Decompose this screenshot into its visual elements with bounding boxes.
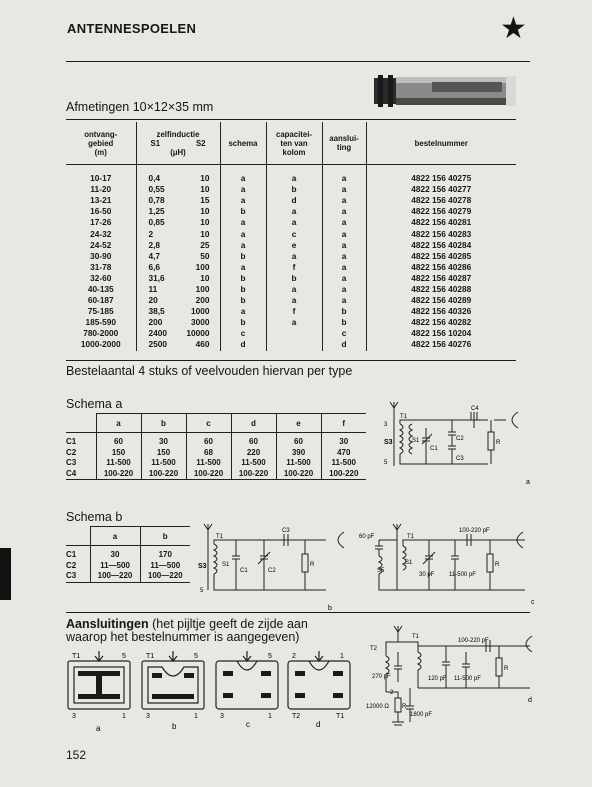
order-note: Bestelaantal 4 stuks of veelvouden hiervan per type xyxy=(66,364,353,378)
svg-text:c: c xyxy=(531,599,535,606)
table-cell: 10-17 xyxy=(90,173,112,184)
header-range: ontvang- gebied (m) xyxy=(84,129,118,157)
table-cell: 780-2000 xyxy=(83,328,119,339)
table-cell: a xyxy=(220,217,266,228)
table-cell: 170 xyxy=(140,546,190,561)
table-row xyxy=(66,306,516,317)
svg-text:1: 1 xyxy=(340,653,344,660)
divider xyxy=(66,61,530,62)
divider xyxy=(66,360,516,361)
table-cell: b xyxy=(220,295,266,306)
table-cell: 4822 156 10204 xyxy=(366,328,516,339)
table-row xyxy=(66,546,190,561)
schema-a-table xyxy=(66,413,366,480)
table-cell: 10 xyxy=(200,228,210,239)
edge-tab xyxy=(0,548,11,600)
svg-text:S3: S3 xyxy=(384,439,393,446)
svg-text:S1: S1 xyxy=(412,438,420,444)
table-cell: a xyxy=(322,240,366,251)
table-cell: 50 xyxy=(200,250,210,261)
table-cell: 11-500 xyxy=(276,458,321,469)
svg-text:T1: T1 xyxy=(400,414,408,420)
table-cell: b xyxy=(322,306,366,317)
svg-text:R: R xyxy=(496,440,501,446)
table-cell: C1 xyxy=(66,437,77,447)
svg-text:5: 5 xyxy=(268,653,272,660)
table-cell: 4822 156 40283 xyxy=(366,228,516,239)
table-cell: a xyxy=(322,284,366,295)
table-cell: 60-187 xyxy=(87,295,114,306)
header-inductance: zelfinductie S1 S2 (μH) xyxy=(136,122,220,165)
table-cell: c xyxy=(266,228,322,239)
table-cell: 31-78 xyxy=(90,261,112,272)
table-cell: c xyxy=(322,328,366,339)
schema-col-header: b xyxy=(140,527,190,546)
table-cell: C2 xyxy=(66,447,77,457)
table-cell: 11-500 xyxy=(231,458,276,469)
svg-text:1: 1 xyxy=(122,713,126,720)
schema-b-table xyxy=(66,526,190,583)
table-cell: 11—500 xyxy=(90,561,140,572)
table-cell: 1,25 xyxy=(136,206,178,217)
svg-text:2: 2 xyxy=(390,690,394,696)
conn-label-c: c xyxy=(246,720,250,729)
conn-label-a: a xyxy=(96,724,101,733)
table-cell: 10 xyxy=(200,206,210,217)
table-cell: 11—500 xyxy=(140,561,190,572)
table-cell: 11 xyxy=(136,284,178,295)
table-cell: a xyxy=(322,217,366,228)
table-row xyxy=(66,228,516,239)
divider xyxy=(66,612,530,613)
schema-a-circuit xyxy=(378,398,533,488)
table-cell: 100 xyxy=(195,283,210,294)
table-cell: c xyxy=(220,328,266,339)
schema-col-header: d xyxy=(231,414,276,433)
table-cell: 31,6 xyxy=(136,273,178,284)
table-cell: C2 xyxy=(66,560,77,570)
table-row xyxy=(66,339,516,350)
table-cell: b xyxy=(220,284,266,295)
table-cell: a xyxy=(266,165,322,185)
svg-text:C1: C1 xyxy=(240,568,248,574)
table-cell: 100-220 xyxy=(141,469,186,480)
table-cell: 100-220 xyxy=(321,469,366,480)
table-cell: a xyxy=(266,251,322,262)
connection-diagrams xyxy=(66,649,356,734)
svg-text:T1: T1 xyxy=(407,534,415,540)
table-cell: C3 xyxy=(66,458,77,468)
table-cell: 10000 xyxy=(186,328,210,339)
svg-text:5: 5 xyxy=(200,588,204,594)
table-cell: 60 xyxy=(96,433,141,448)
conn-label-b: b xyxy=(172,722,177,731)
table-cell: 200 xyxy=(195,295,210,306)
schema-d-circuit xyxy=(362,622,537,737)
table-cell: 4822 156 40275 xyxy=(366,165,516,185)
table-cell: 4822 156 40278 xyxy=(366,195,516,206)
table-cell: 30-90 xyxy=(90,250,112,261)
svg-text:12000 Ω: 12000 Ω xyxy=(366,704,389,710)
table-cell: f xyxy=(266,262,322,273)
table-cell: d xyxy=(220,339,266,350)
page-title: ANTENNESPOELEN xyxy=(67,21,197,36)
table-cell: C3 xyxy=(66,571,77,581)
table-cell: 100—220 xyxy=(90,571,140,582)
table-cell: d xyxy=(266,195,322,206)
schema-col-header: b xyxy=(141,414,186,433)
table-cell: e xyxy=(266,240,322,251)
svg-text:C3: C3 xyxy=(282,528,290,534)
table-row xyxy=(66,458,366,469)
table-cell: 4822 156 40289 xyxy=(366,295,516,306)
table-cell: a xyxy=(220,262,266,273)
svg-text:R: R xyxy=(310,562,315,568)
conn-label-d: d xyxy=(316,720,321,729)
table-cell: 10 xyxy=(200,184,210,195)
schema-col-header: c xyxy=(186,414,231,433)
table-cell: 2 xyxy=(136,228,178,239)
table-cell: b xyxy=(266,184,322,195)
table-cell: 40-135 xyxy=(87,283,114,294)
table-cell: 68 xyxy=(186,448,231,459)
table-cell: a xyxy=(322,273,366,284)
svg-text:T1: T1 xyxy=(216,534,224,540)
svg-text:3: 3 xyxy=(220,713,224,720)
table-row xyxy=(66,328,516,339)
svg-text:R: R xyxy=(495,562,500,568)
svg-text:100-220 pF: 100-220 pF xyxy=(459,528,490,534)
svg-text:S1: S1 xyxy=(222,562,230,568)
svg-text:5: 5 xyxy=(384,460,388,466)
schema-col-header: a xyxy=(90,527,140,546)
table-row xyxy=(66,184,516,195)
svg-text:a: a xyxy=(526,479,530,486)
table-cell: 390 xyxy=(276,448,321,459)
table-row xyxy=(66,571,190,582)
table-cell: 0,78 xyxy=(136,195,178,206)
table-cell: 10 xyxy=(200,272,210,283)
table-cell: 32-60 xyxy=(90,272,112,283)
table-row xyxy=(66,195,516,206)
table-cell: C4 xyxy=(66,468,77,478)
table-cell: 6,6 xyxy=(136,262,178,273)
table-cell: 20 xyxy=(136,295,178,306)
table-cell: 30 xyxy=(90,546,140,561)
svg-text:11-500 pF: 11-500 pF xyxy=(454,676,481,682)
svg-text:T1: T1 xyxy=(412,634,420,640)
table-cell: 11-500 xyxy=(141,458,186,469)
table-cell: a xyxy=(322,195,366,206)
svg-text:T1: T1 xyxy=(72,653,81,660)
schema-col-header: f xyxy=(321,414,366,433)
svg-text:11-500 pF: 11-500 pF xyxy=(449,572,476,578)
svg-text:100-220 pF: 100-220 pF xyxy=(458,638,489,644)
svg-text:S5: S5 xyxy=(377,568,385,574)
schema-a-title: Schema a xyxy=(66,397,123,411)
svg-text:1800 pF: 1800 pF xyxy=(410,712,433,718)
svg-text:C1: C1 xyxy=(430,446,438,452)
table-cell: 100-220 xyxy=(96,469,141,480)
table-cell: 16-50 xyxy=(90,206,112,217)
svg-text:C3: C3 xyxy=(456,456,464,462)
table-cell: 0,85 xyxy=(136,217,178,228)
table-cell: 11-20 xyxy=(90,184,112,195)
table-row xyxy=(66,273,516,284)
table-cell: 4822 156 40282 xyxy=(366,317,516,328)
svg-text:d: d xyxy=(528,697,532,704)
table-cell: 4822 156 40279 xyxy=(366,206,516,217)
table-cell: 15 xyxy=(200,195,210,206)
table-cell: 1000-2000 xyxy=(80,339,121,350)
coil-photo xyxy=(372,74,518,108)
table-cell: 2400 xyxy=(136,328,178,339)
table-cell: 38,5 xyxy=(136,306,178,317)
table-row xyxy=(66,284,516,295)
table-row xyxy=(66,561,190,572)
connections-heading: Aansluitingen (het pijltje geeft de zijde aan waarop het bestelnummer is aangegeven) xyxy=(66,617,308,644)
svg-text:2: 2 xyxy=(292,653,296,660)
table-cell: 220 xyxy=(231,448,276,459)
table-cell: 4822 156 40286 xyxy=(366,262,516,273)
table-cell: 4822 156 40277 xyxy=(366,184,516,195)
schema-col-header: a xyxy=(96,414,141,433)
svg-text:5: 5 xyxy=(194,653,198,660)
table-cell: 10 xyxy=(200,217,210,228)
table-cell: a xyxy=(220,306,266,317)
table-cell: 11-500 xyxy=(186,458,231,469)
star-icon: ★ xyxy=(500,12,527,45)
svg-text:T2: T2 xyxy=(370,646,378,652)
table-cell: 2,8 xyxy=(136,240,178,251)
table-cell: 185-590 xyxy=(85,317,116,328)
table-cell: 150 xyxy=(141,448,186,459)
table-row xyxy=(66,217,516,228)
table-cell: 460 xyxy=(195,339,210,350)
table-cell: a xyxy=(266,317,322,328)
svg-text:1: 1 xyxy=(194,713,198,720)
table-cell: 3000 xyxy=(191,317,210,328)
schema-c-circuit xyxy=(355,520,540,610)
svg-text:30 pF: 30 pF xyxy=(419,572,435,578)
svg-text:C4: C4 xyxy=(471,406,479,412)
table-cell: a xyxy=(220,195,266,206)
table-cell: 60 xyxy=(231,433,276,448)
table-cell: 4,7 xyxy=(136,251,178,262)
table-cell: 4822 156 40288 xyxy=(366,284,516,295)
svg-text:R: R xyxy=(402,704,407,710)
svg-text:C2: C2 xyxy=(456,436,464,442)
svg-text:R: R xyxy=(504,666,509,672)
svg-text:270 pF: 270 pF xyxy=(372,674,391,680)
table-cell: 30 xyxy=(321,433,366,448)
table-cell: a xyxy=(266,284,322,295)
svg-text:b: b xyxy=(328,605,332,610)
table-row xyxy=(66,448,366,459)
svg-text:3: 3 xyxy=(384,422,388,428)
table-cell: 150 xyxy=(96,448,141,459)
table-cell: 60 xyxy=(276,433,321,448)
table-cell: 100—220 xyxy=(140,571,190,582)
table-cell: a xyxy=(220,165,266,185)
table-cell: a xyxy=(322,165,366,185)
table-cell: f xyxy=(266,306,322,317)
table-cell: 30 xyxy=(141,433,186,448)
table-cell: 60 xyxy=(186,433,231,448)
svg-text:T1: T1 xyxy=(336,713,345,720)
table-cell: 4822 156 40276 xyxy=(366,339,516,350)
table-row xyxy=(66,295,516,306)
coil-table xyxy=(66,122,516,351)
table-row xyxy=(66,251,516,262)
table-cell: a xyxy=(322,206,366,217)
table-cell: 0,4 xyxy=(136,165,178,185)
table-cell: 2500 xyxy=(136,339,178,350)
table-cell: 100-220 xyxy=(186,469,231,480)
header-capacitance: capacitei- ten van kolom xyxy=(266,122,322,165)
divider xyxy=(66,119,516,120)
table-cell: 25 xyxy=(200,239,210,250)
table-cell: a xyxy=(322,262,366,273)
table-cell: b xyxy=(220,273,266,284)
table-cell: b xyxy=(220,206,266,217)
table-cell: d xyxy=(322,339,366,350)
svg-text:T2: T2 xyxy=(292,713,301,720)
table-cell: a xyxy=(220,240,266,251)
table-cell: a xyxy=(322,228,366,239)
svg-text:60 pF: 60 pF xyxy=(359,534,375,540)
table-cell: 100 xyxy=(195,261,210,272)
table-cell: C1 xyxy=(66,550,77,560)
svg-text:5: 5 xyxy=(122,653,126,660)
table-cell: b xyxy=(322,317,366,328)
table-cell: a xyxy=(322,251,366,262)
svg-text:3: 3 xyxy=(72,713,76,720)
table-cell: 75-185 xyxy=(87,306,114,317)
header-schema: schema xyxy=(220,122,266,165)
svg-text:1: 1 xyxy=(268,713,272,720)
table-cell: 200 xyxy=(136,317,178,328)
table-cell: a xyxy=(322,184,366,195)
table-cell: 4822 156 40281 xyxy=(366,217,516,228)
table-cell: a xyxy=(220,184,266,195)
table-cell: 13-21 xyxy=(90,195,112,206)
table-cell: 4822 156 40326 xyxy=(366,306,516,317)
table-cell xyxy=(266,328,322,339)
table-cell: 4822 156 40285 xyxy=(366,251,516,262)
schema-b-circuit xyxy=(196,520,346,610)
schema-b-title: Schema b xyxy=(66,510,123,524)
table-cell: 10 xyxy=(200,173,210,184)
header-order: bestelnummer xyxy=(366,122,516,165)
table-row xyxy=(66,165,516,185)
svg-text:3: 3 xyxy=(146,713,150,720)
dimensions-text: Afmetingen 10×12×35 mm xyxy=(66,100,214,114)
table-row xyxy=(66,433,366,448)
table-cell: 100-220 xyxy=(276,469,321,480)
table-cell: 100-220 xyxy=(231,469,276,480)
table-cell: 0,55 xyxy=(136,184,178,195)
table-cell: 11-500 xyxy=(321,458,366,469)
svg-text:S1: S1 xyxy=(405,560,413,566)
table-cell: b xyxy=(266,273,322,284)
page-number: 152 xyxy=(66,748,87,762)
table-cell: b xyxy=(220,251,266,262)
table-cell: 1000 xyxy=(191,306,210,317)
table-row xyxy=(66,317,516,328)
svg-text:S3: S3 xyxy=(198,563,207,570)
table-cell: a xyxy=(266,206,322,217)
table-row xyxy=(66,262,516,273)
table-cell: b xyxy=(220,317,266,328)
table-cell: 4822 156 40287 xyxy=(366,273,516,284)
svg-text:T1: T1 xyxy=(146,653,155,660)
table-cell xyxy=(266,339,322,350)
header-connection: aanslui- ting xyxy=(322,122,366,165)
table-cell: a xyxy=(266,295,322,306)
table-cell: 17-26 xyxy=(90,217,112,228)
svg-text:C2: C2 xyxy=(268,568,276,574)
table-cell: 11-500 xyxy=(96,458,141,469)
table-row xyxy=(66,240,516,251)
table-cell: a xyxy=(266,217,322,228)
table-cell: 4822 156 40284 xyxy=(366,240,516,251)
table-cell: a xyxy=(220,228,266,239)
table-row xyxy=(66,469,366,480)
svg-text:120 pF: 120 pF xyxy=(428,676,447,682)
table-cell: a xyxy=(322,295,366,306)
table-cell: 470 xyxy=(321,448,366,459)
table-cell: 24-32 xyxy=(90,228,112,239)
table-cell: 24-52 xyxy=(90,239,112,250)
table-row xyxy=(66,206,516,217)
schema-col-header: e xyxy=(276,414,321,433)
